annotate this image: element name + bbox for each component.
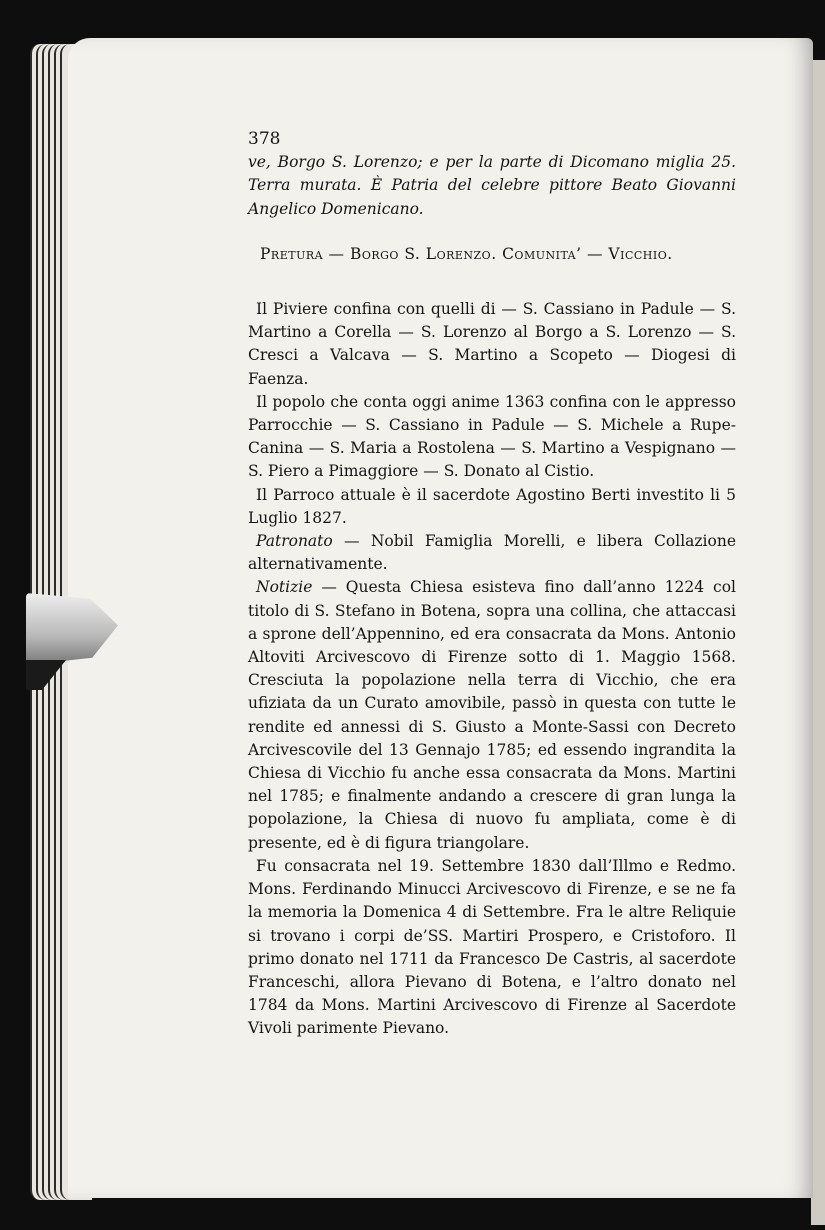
paragraph-piviere: Il Piviere confina con quelli di — S. Cassiano in Padule — S. Martino a Corella — S. Lorenzo al Borgo a S. Lorenzo — S. Cresci a Valcava — S. Martino a Scopeto — Diogesi di Faenza. (248, 300, 736, 388)
notizie-text: — Questa Chiesa esisteva fino dall’anno 1224 col titolo di S. Stefano in Botena, sopra una collina, che attaccasi a sprone dell’Appennino, ed era consacrata da Mons. Antonio Altoviti Arcivescovo di Firenze sotto di 1. Maggio 1568. Cresciuta la popolazione nella terra di Vicchio, che era ufiziata da un Curato amovibile, passò in questa con tutte le rendite ed annessi di S. Giusto a Monte-Sassi con Decreto Arcivescovile del 13 Gennajo 1785; ed essendo ingrandita la Chiesa di Vicchio fu anche essa consacrata da Mons. Martini nel 1785; e finalmente andando a crescere di gran lunga la popolazione, la Chiesa di nuovo fu ampliata, come è di presente, ed è di figura triangolare. (248, 578, 736, 852)
page-text (248, 128, 736, 1041)
paragraph-parroco: Il Parroco attuale è il sacerdote Agostino Berti investito li 5 Luglio 1827. (248, 485, 736, 527)
patronato-label: Patronato (256, 532, 333, 551)
page-number: 378 (248, 129, 281, 149)
paragraph-popolo: Il popolo che conta oggi anime 1363 confina con le appresso Parrocchie — S. Cassiano in Padule — S. Michele a Rupe-Canina — S. Maria a Rostolena — S. Martino a Vespignano — S. Piero a Pimaggiore — S. Donato al Cistio. (248, 392, 736, 481)
pretura-label: Pretura (260, 244, 324, 263)
comunita-value: Vicchio. (608, 244, 673, 263)
paragraph-consacrata: Fu consacrata nel 19. Settembre 1830 dall’Illmo e Redmo. Mons. Ferdinando Minucci Arcivescovo di Firenze, e se ne fa la memoria la Domenica 4 di Settembre. Fra le altre Reliquie si trovano i corpi de’SS. Martiri Prospero, e Cristoforo. Il primo donato nel 1711 da Francesco De Castris, al sacerdote Franceschi, allora Pievano di Botena, e l’altro donato nel 1784 da Mons. Martini Arcivescovo di Firenze al Sacerdote Vivoli parimente Pievano. (248, 856, 736, 1038)
comunita-label: Comunita’ (502, 244, 582, 263)
book-spine (811, 60, 825, 1225)
paragraph-patronato (248, 530, 736, 576)
notizie-label: Notizie (256, 578, 313, 597)
section-heading: Pretura — Borgo S. Lorenzo. Comunita’ — Vicchio. (260, 244, 673, 263)
patronato-text: — Nobil Famiglia Morelli, e libera Collazione alternativamente. (248, 532, 737, 574)
paragraph-notizie (248, 576, 736, 854)
intro-lines: ve, Borgo S. Lorenzo; e per la parte di Dicomano miglia 25. Terra murata. È Patria del celebre pittore Beato Giovanni Angelico Domenicano. (248, 153, 736, 218)
pretura-value: Borgo S. Lorenzo. (349, 244, 497, 263)
